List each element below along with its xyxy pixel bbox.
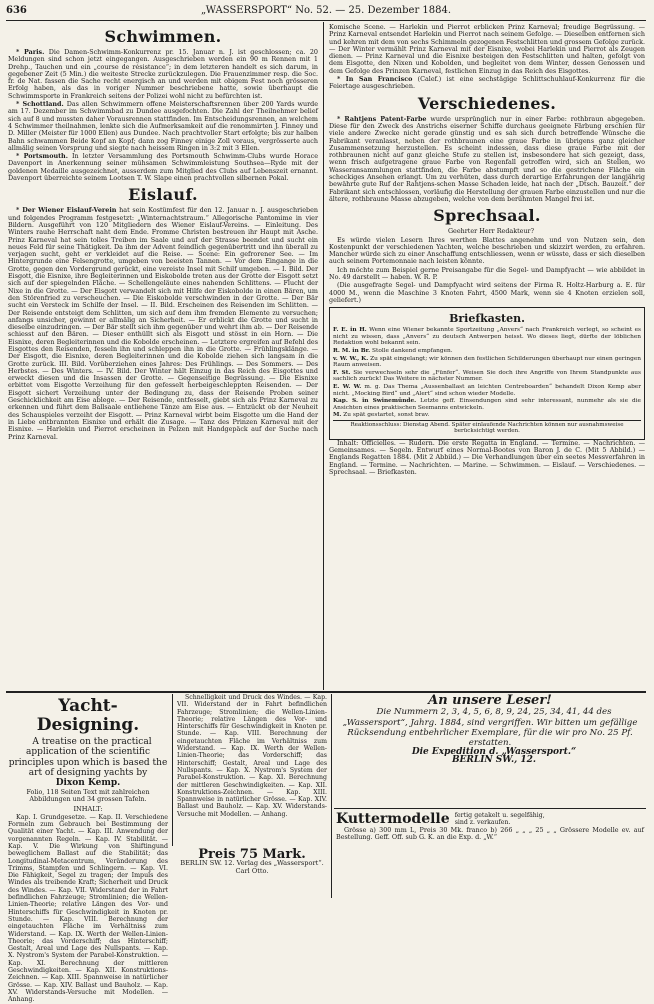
article-label: * Rahtjens Patent-Farbe	[337, 114, 427, 123]
article-text: (Calef.) ist eine sechstägige Schlittschuhlauf-Konkurrenz für die Feiertage ausgeschrieben.	[329, 75, 645, 91]
briefkasten-item: v. W. W., K. Zu spät eingelangt; wir können den festlichen Schilderungen überhaupt nur einen geringen Raum anweisen.	[333, 355, 642, 369]
article-text: Die Damen-Schwimm-Konkurrenz pr. 15. Januar n. J. ist geschlossen; ca. 20 Meldungen sind schon jetzt eingegangen. Ausgeschrieben werden ein 90 m Rennen mit 1 Drehp., Tauchen und ein „course de résistance“; in dem letzteren handelt es sich darum, in gegebener Zeit (5 Min.) die weiteste Strecke zurückzulegen. Die Frauenzimmer resp. die Soc. fr. de Nat. fassen die Sache recht energisch an und werden mit obigem Fest noch grösseren Erfolg haben, als das in voriger Nummer beschriebene hatte, sowie überhaupt die Schwimmsporte in Frankreich seitens der Polizei wohl nicht zu befürchten ist.	[8, 48, 318, 100]
article-rahtjens	[329, 116, 645, 204]
ad-title: Yacht-Designing.	[36, 696, 140, 735]
ad-author: Dixon Kemp.	[55, 777, 121, 788]
article-label: * Paris.	[16, 48, 45, 56]
article-text: hat sein Kostümfest für den 12. Januar n. J. ausgeschrieben und folgendes Programm festgesetzt: „Winternachtstraum.“ Allegorische Pantomime in vier Bildern. Ausgeführt von 120 Mitgliedern des Wiener Eislauf-Vereins. — Einleitung. Des Winters rauhe Herrschaft naht dem Ende. Fromme Christen bestreuen ihr Haupt mit Asche. Prinz Karneval hat sein tolles Treiben im Saale und auf der Strasse beendet und sucht ein neues Feld für seine Thätigkeit. Da ihm der Advent feindlich gegenübertritt und ihn überall zu verjagen sucht, geht er verkleidet auf die Reise. — Scene: Ein gefrorener See. — Im Hintergrunde eine Felsengrotte, umgeben von beeisten Tannen. — Vor dem Eingange in die Grotte, gegen den Vordergrund gerückt, eine vereiste Insel mit Schilf umgeben. — I. Bild. Der Eisgott, die Eisnixe, ihre Begleiterinnen und Eiskobolde treten aus der Grotte der Eisgott setzt sich auf der spiegelnden Fläche. — Schellengeläute eines nahenden Schlittens. — Flucht der Nixe in die Grotte. — Der Eisgott verwandelt sich mit Hilfe der Eiskobolde in einen Bären, um den Störenfried zu verscheuchen. — Die Eiskobolde verschwinden in der Grotte. — Der Bär sucht ein Versteck im Schilfe der Insel. — II. Bild. Erscheinen des Reisenden im Schlitten. — Der Reisende entsteigt dem Schlitten, um sich auf dem ihm fremden Elemente zu versuchen; anfangs unsicher, gewinnt er allmälig an Sicherheit. — Er erblickt die Grotte und sucht in dieselbe einzudringen. — Der Bär stellt sich ihm gegenüber und wehrt ihm ab. — Der Reisende schiesst auf den Bären. — Dieser enthüllt sich als Eisgott und stösst in ein Horn. — Die Eisnixe, deren Begleiterinnen und die Kobolde erscheinen. — Letztere ergreifen auf Befehl des Eisgottes den Reisenden, fesseln ihn und schleppen ihn in die Grotte. — Frühlingsklänge. — Der Eisgott, die Eisnixe, deren Begleiterinnen und die Kobolde ziehen sich langsam in die Grotte zurück. III. Bild. Vorüberziehen eines Jahres: Des Frühlings. — Des Sommers. — Des Herbstes. — Des Winters. — IV. Bild. Der Winter hält Einzug in das Reich des Eisgottes und erweckt diesen und die Insassen der Grotte. — Gegenseitige Begrüssung. — Die Eisnixe erbittet vom Eisgotte Verzeihung für den gefesselt herbeigeschleppten Reisenden. — Der Eisgott sichert Verzeihung unter der Bedingung zu, dass der Reisende Proben seiner Geschicklichkeit am Eise ablege. — Der Reisende, entfesselt, giebt sich als Prinz Karneval zu erkennen und führt dem Ballsaale entliehene Tänze am Eise aus. — Entzückt ob der Neuheit des Schauspieles verzeiht der Eisgott. — Prinz Karneval wirbt beim Eisgotte um die Hand der in Liebe entbrannten Eisnixe und erhält die Zusage. — Tanz des Prinzen Karneval mit der Eisnixe. — Harlekin und Pierrot erscheinen in Pelzen mit Handgepäck auf der Suche nach Prinz Karneval.	[8, 206, 318, 441]
article-san-francisco	[329, 76, 645, 91]
section-heading-schwimmen: Schwimmen.	[104, 27, 222, 46]
article-wien	[8, 207, 318, 441]
ad-publisher: BERLIN SW. 12. Verlag des „Wassersport“. Carl Otto.	[180, 859, 324, 875]
section-heading-briefkasten: Briefkasten.	[449, 312, 525, 326]
notice-signature: Die Expedition d. „Wassersport.“	[411, 747, 577, 758]
section-heading-eislauf: Eislauf.	[128, 185, 198, 205]
page-header	[6, 5, 646, 19]
ad-description: A treatise on the practical application of the scientific principles upon which is based the art of designing yachts by	[8, 737, 168, 779]
ad-meta: Folio, 118 Seiten Text mit zahlreichen Abbildungen und 34 grossen Tafeln.	[26, 787, 150, 804]
ad-yacht-designing	[8, 694, 168, 1004]
page-number: 636	[6, 5, 27, 16]
ad-details: Grösse a) 300 mm L, Preis 30 Mk. franco b) 266 „ „ „ 25 „ „ Grössere Modelle ev. auf Bestellung. Geff. Off. sub G. K. an die Exp. d. „W.“	[336, 826, 644, 842]
article-label: * Schottland.	[16, 100, 64, 109]
right-column	[329, 24, 645, 690]
article-label: * In San Francisco	[337, 75, 413, 84]
article-schottland	[8, 101, 318, 152]
column-divider	[323, 22, 324, 690]
notice-body: Die Nummern 2, 3, 4, 5, 6, 8, 9, 24, 25, 34, 41, 44 des „Wassersport“, Jahrg. 1884, sind vergriffen. Wir bitten um gefällige Rücksendung entbehrlicher Exemplare, für die wir pro No. 25 Pf. erstatten.	[342, 707, 638, 748]
briefkasten-item: M. Zu spät gestartet, sonst brav.	[333, 412, 430, 419]
briefkasten-item: E. W. W. m. g. Das Thema „Aussenballast an leichten Centreboarden“ behandelt Dixon Kemp aber nicht. „Mocking Bird“ und „Alert“ sind schon wieder Modelle.	[333, 383, 641, 397]
running-title: „WASSERSPORT“ No. 52. — 25. Dezember 1884.	[200, 5, 452, 16]
letter-salutation: Geehrter Herr Redakteur?	[447, 227, 535, 236]
article-text: wurde ursprünglich nur in einer Farbe: rothbraun abgegeben. Diese für den Zweck des Anstrichs eiserner Schiffe durchaus geeignete Färbung erschien für viele andere Zwecke nicht gerade günstig und es sah sich durch betreffende Wünsche die Fabrikant veranlasst, neben der rothbraunen eine graue Farbe in übrigens ganz gleicher Zusammensetzung herzustellen. Es scheint indessen, dass diese graue Farbe mit der rothbraunen nicht auf ganz gleiche Stufe zu stellen ist, insbesondere hat sich gezeigt, dass, wenn frisch aufgetragene graue Farbe von Regenfall getroffen wird, sich an Stellen, wo Wasseransammlungen stattfinden, die Farbe abstumpft und so die gestrichene Fläche ein scheckiges Ansehen erlangt. Um zu verhüten, dass durch derartige Erfahrungen der langjährig bewährte gute Ruf der Rahtjens-schen Masse Schaden leide, hat nach der „Dtsch. Bauzeit.“ der Fabrikant sich entschlossen, vorläufig die Herstellung der grauen Farbe einzustellen und nur die ältere, rothbraune Masse abzugeben, welche von dem berühmten Mangel frei ist.	[329, 114, 645, 203]
article-label: * Der Wiener Eislauf-Verein	[16, 206, 117, 215]
briefkasten-item: R. M. in Br. Stolle dankend empfangen.	[333, 347, 453, 354]
briefkasten-box	[329, 307, 645, 440]
ad-title: Kuttermodelle	[336, 811, 450, 827]
article-eislauf-continued: Komische Scene. — Harlekin und Pierrot erblicken Prinz Karneval; freudige Begrüssung. — Prinz Karneval entsendet Harlekin und Pierrot nach seinem Gefolge. — Dieselben entfernen sich und kehren mit dem von sechs Schimmeln gezogenen Festschlitten und grossem Gefolge zurück. — Der Winter vermählt Prinz Karneval mit der Eisnixe, wobei Harlekin und Pierrot als Zeugen dienen. — Prinz Karneval und die Eisnixe besteigen den Festschlitten und halten, gefolgt von dem Eisgotte, den Nixen und Kobolden, und begleitet von dem Winter, dessen Genossen und dem Gefolge des Prinzen Karneval, festlichen Einzug in das Reich des Eisgottes.	[329, 23, 645, 75]
letter-paragraph: Es würde vielen Lesern Ihres werthen Blattes angenehm und von Nutzen sein, den Kostenpunkt der verschiedenen Yachten, welche beschrieben und skizzirt werden, zu erfahren. Mancher würde sich zu einer Anschaffung entschliessen, wenn er wüsste, dass er sich dieselben auch seinem Portemonnaie nach leisten könnte.	[329, 235, 645, 266]
article-text: In letzter Versammlung des Portsmouth Schwimm-Clubs wurde Horace Davenport in Anerkennung seiner mühsamen Schwimmleistung Southsea—Ryde mit der goldenen Medaille ausgezeichnet, ausserdem zum Mitglied des Clubs auf Lebenszeit ernannt. Davenport überreichte seinem Lootsen T. W. Slape einen prachtvollen silbernen Pokal.	[8, 152, 318, 183]
ad-inner-divider	[172, 694, 173, 846]
article-paris	[8, 49, 318, 100]
briefkasten-item: F. St. Sie verwechseln sehr die „Fünfer“. Weisen Sie doch ihre Angriffe von Ihrem Standpunkte aus sachlich zurück! Das Weitere in nächster Nummer.	[333, 369, 642, 383]
ad-contents-text: Kap. I. Grundgesetze. — Kap. II. Verschiedene Formeln zum Gebrauch bei Bestimmung der Qualität einer Yacht. — Kap. III. Anwendung der vorgenannten Regeln. — Kap. IV. Stabilität. — Kap. V. Die Wirkung von Shiftingund beweglichem Ballast auf die Stabilität; das Longitudinal-Metacentrum, Veränderung des Trimms, Stampfen und Schlingern. — Kap. VI. Die Fähigkeit, Segel zu tragen; der Impuls des Windes als treibende Kraft; Sicherheit und Druck des Windes. — Kap. VII. Widerstand der in Fahrt befindlichen Fahrzeuge; Stromlinien; die Wellen-Linien-Theorie; relative Längen des Vor- und Hinterschiffs für Geschwindigkeit in Knoten pr. Stunde. — Kap. VIII. Berechnung der eingetauchten Fläche im Verhältniss zum Widerstand. — Kap. IX. Werth der Wellen-Linien-Theorie; das Vorderschiff; das Hinterschiff; Gestalt, Areal und Lage des Nullspants. — Kap. X. Nystrom's System der Parabel-Konstruktion. — Kap. XI. Berechnung der mittleren Geschwindigkeiten. — Kap. XII. Konstruktions-Zeichnen. — Kap. XIII. Spannweise in natürlicher Grösse. — Kap. XIV. Ballast und Bauholz. — Kap. XV. Widerstands-Versuche mit Modellen. — Anhang.	[8, 813, 168, 1004]
header-rule	[6, 20, 646, 21]
notice-location: BERLIN SW., 12.	[451, 755, 537, 766]
ad-description: fertig getakelt u. segelfähig, sind z. verkaufen.	[454, 812, 545, 826]
ads-column-divider	[331, 694, 332, 898]
left-column	[8, 24, 318, 690]
briefkasten-item: Kap. S. in Swinemünde. Letzte geff. Einsendungen sind sehr interessant, nunmehr als sie die Ansichten eines praktischen Seemanns entwickeln.	[333, 398, 641, 411]
editor-reply: (Die ausgefragte Segel- und Dampfyacht wird seitens der Firma R. Holtz-Harburg a. E. für 4000 M., wenn die Maschine 3 Knoten Fahrt, 4500 Mark, wenn sie 4 Knoten erzielen soll, geliefert.)	[329, 281, 645, 304]
ad-yacht-designing-continued	[177, 694, 327, 898]
ad-leser	[336, 694, 644, 806]
section-heading-sprechsaal: Sprechsaal.	[433, 206, 541, 226]
article-portsmouth	[8, 153, 318, 182]
article-text: Das allen Schwimmern offene Meisterschaftsrennen über 200 Yards wurde am 17. Dezember im Schwimmbad zu Dundee ausgefochten. Die Zahl der Theilnehmer belief sich auf 8 und mussten daher Vorausrennen stattfinden. Im Entscheidungsrennen, an welchem 4 Schwimmer theilnahmen, lenkte sich die Aufmerksamkeit auf die renommirten J. Finney und D. Miller (Meister für 1000 Ellen) aus Dundee. Nach prachtvoller Start erfolgte; bis zur halben Bahn schwammen Beide Kopf an Kopf; dann zog Finney einige Zoll voraus, vergrösserte auch allmälig seinen Vorsprung und siegte nach heissem Ringen in 3:2 mit 3 Ellen.	[8, 100, 319, 152]
ad-contents-text-continued: Schnelligkeit und Druck des Windes. — Kap. VII. Widerstand der in Fahrt befindlichen Fahrzeuge; Stromlinien; die Wellen-Linien-Theorie; relative Längen des Vor- und Hinterschiffs für Geschwindigkeit in Knoten pr. Stunde. — Kap. VIII. Berechnung der eingetauchten Fläche im Verhältniss zum Widerstand. — Kap. IX. Werth der Wellen-Linien-Theorie; das Vorderschiff; das Hinterschiff; Gestalt, Areal und Lage des Nullspants. — Kap. X. Nystrom's System der Parabel-Konstruktion. — Kap. XI. Berechnung der mittleren Geschwindigkeiten. — Kap. XII. Konstruktions-Zeichnen. — Kap. XIII. Spannweise in natürlicher Grösse. — Kap. XIV. Ballast und Bauholz. — Kap. XV. Widerstands-Versuche mit Modellen. — Anhang.	[177, 694, 327, 818]
section-heading-verschiedenes: Verschiedenes.	[417, 93, 557, 113]
ad-kuttermodelle	[336, 812, 644, 898]
ad-contents-heading: INHALT:	[73, 804, 103, 813]
table-of-contents: Inhalt: Officielles. — Rudern. Die erste Regatta in England. — Termine. — Nachrichten. — Gemeinsames. — Segeln. Entwurf eines Normal-Bootes von Baron J. de C. (Mit 5 Abbild.) — Englands Regatten 1884. (Mit 2 Abbild.) — Die Verhandlungen über ein seetes Messverfahren in England. — Termine. — Nachrichten. — Marine. — Schwimmen. — Eislauf. — Verschiedenes. — Sprechsaal. — Briefkasten.	[329, 438, 645, 476]
ad-price: Preis 75 Mark.	[198, 847, 306, 862]
letter-paragraph: Ich möchte zum Beispiel gerne Preisangabe für die Segel- und Dampfyacht — wie abbildet in No. 49 darstellt — haben. W. R. P.	[329, 265, 645, 282]
article-label: * Portsmouth.	[16, 152, 68, 161]
briefkasten-item: F. E. in H. Wenn eine Wiener bekannte Sportzeitung „Anvers“ nach Frankreich verlegt, so scheint es nicht zu wissen, dass „Anvers“ zu deutsch Antwerpen heisst. Wo dieses liegt, dürfte der löblichen Redaktion wohl bekannt sein.	[333, 327, 641, 347]
editorial-deadline-note: Reaktionsschluss: Dienstag Abend. Später einlaufende Nachrichten können nur ausnahmsweise berücksichtigt werden.	[333, 420, 641, 435]
notice-heading: An unsere Leser!	[428, 693, 552, 708]
ad-separator	[334, 808, 646, 809]
